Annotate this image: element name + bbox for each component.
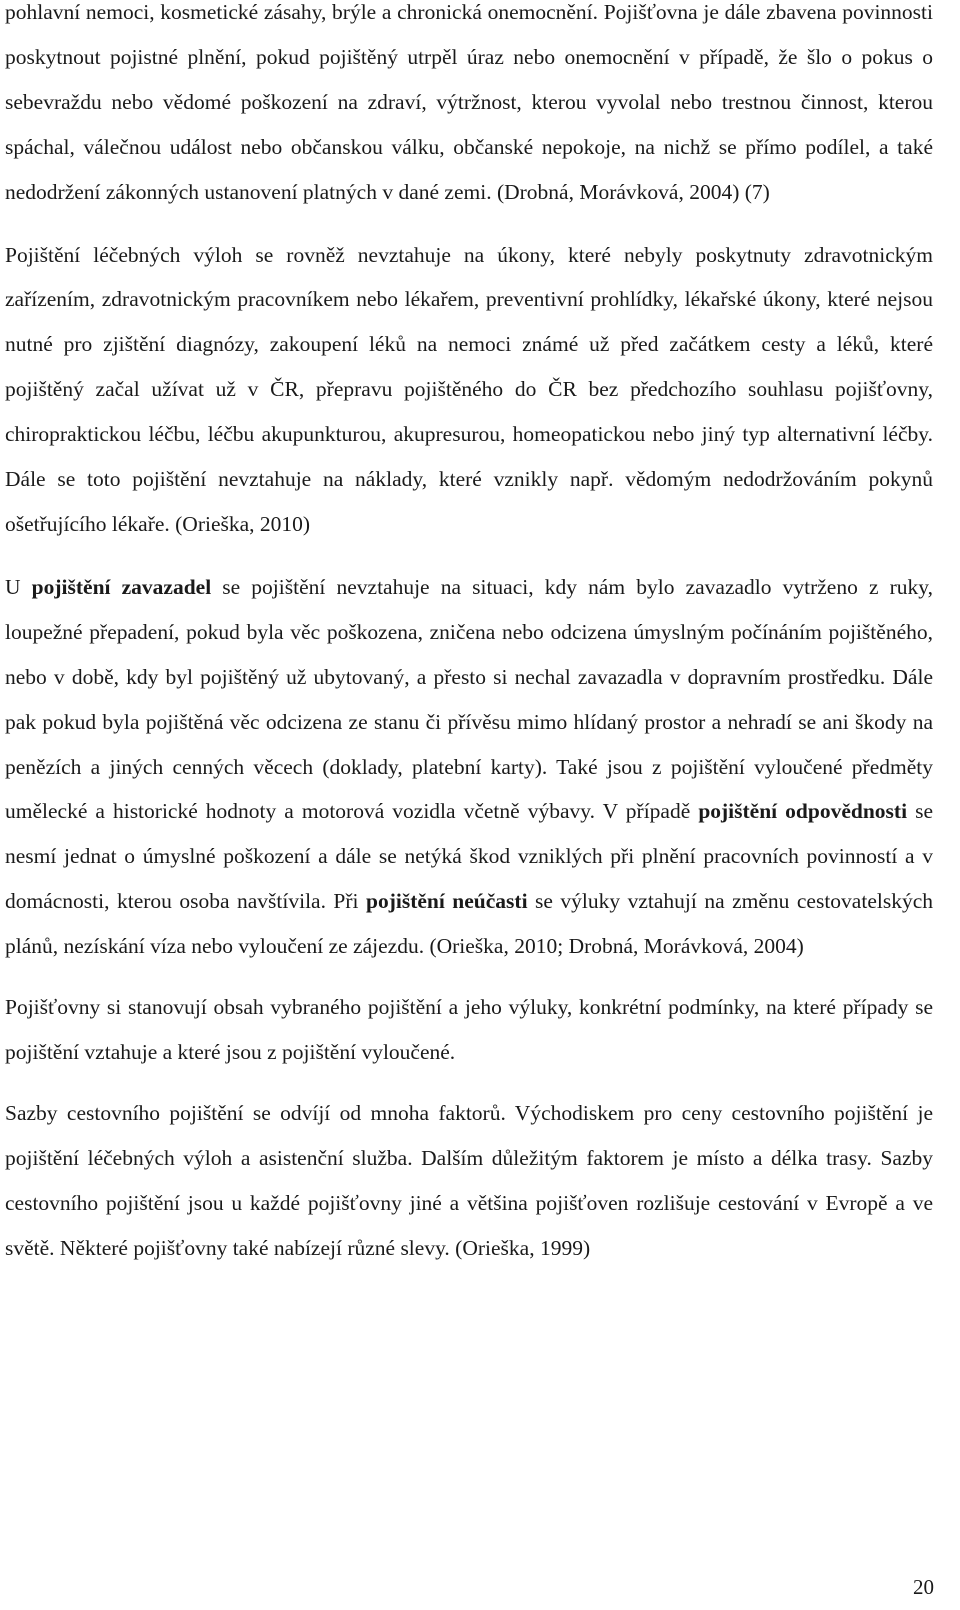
paragraph-insurer-conditions (5, 985, 933, 1075)
paragraph-rates (5, 1091, 933, 1271)
paragraph-text: Sazby cestovního pojištění se odvíjí od mnoha faktorů. Východiskem pro ceny cestovního pojištění je pojištění léčebných výloh a asistenční služba. Dalším důležitým faktorem je místo a délka trasy. Sazby cestovního pojištění jsou u každé pojišťovny jiné a většina pojišťoven rozlišuje cestování v Evropě a ve světě. Některé pojišťovny také nabízejí různé slevy. (Orieška, 1999) (5, 1100, 933, 1260)
paragraph-exclusions-general (5, 0, 933, 215)
page-number: 20 (913, 1575, 934, 1599)
paragraph-text: se nesmí jednat o úmyslné poškození a dále se netýká škod vzniklých při plnění pracovních povinností a v domácnosti, kterou osoba navštívila. Při (5, 799, 934, 914)
paragraph-text: se pojištění nevztahuje na situaci, kdy nám bylo zavazadlo vytrženo z ruky, loupežné přepadení, pokud byla věc poškozena, zničena nebo odcizena úmyslným počínáním pojištěného, nebo v době, kdy byl pojištěný už ubytovaný, a přesto si nechal zavazadla v dopravním prostředku. Dále pak pokud byla pojištěná věc odcizena ze stanu či přívěsu mimo hlídaný prostor a nehradí se ani škody na penězích a jiných cenných věcech (doklady, platební karty). Také jsou z pojištění vyloučené předměty umělecké a historické hodnoty a motorová vozidla včetně výbavy. V případě (5, 574, 933, 824)
bold-term-luggage-insurance: pojištění zavazadel (31, 574, 212, 599)
paragraph-text: pohlavní nemoci, kosmetické zásahy, brýle a chronická onemocnění. Pojišťovna je dále zbavena povinnosti poskytnout pojistné plnění, pokud pojištěný utrpěl úraz nebo onemocnění v případě, že šlo o pokus o sebevraždu nebo vědomé poškození na zdraví, výtržnost, kterou vyvolal nebo trestnou činnost, kterou spáchal, válečnou událost nebo občanskou válku, občanské nepokoje, na nichž se přímo podílel, a také nedodržení zákonných ustanovení platných v dané zemi. (Drobná, Morávková, 2004) (7) (5, 0, 933, 204)
paragraph-text: Pojištění léčebných výloh se rovněž nevztahuje na úkony, které nebyly poskytnuty zdravotnickým zařízením, zdravotnickým pracovníkem nebo lékařem, preventivní prohlídky, lékařské úkony, které nejsou nutné pro zjištění diagnózy, zakoupení léků na nemoci známé už před začátkem cesty a léků, které pojištěný začal užívat už v ČR, přepravu pojištěného do ČR bez předchozího souhlasu pojišťovny, chiropraktickou léčbu, léčbu akupunkturou, akupresurou, homeopatickou nebo jiný typ alternativní léčby. Dále se toto pojištění nevztahuje na náklady, které vznikly např. vědomým nedodržováním pokynů ošetřujícího lékaře. (Orieška, 2010) (5, 242, 933, 536)
paragraph-text: Pojišťovny si stanovují obsah vybraného pojištění a jeho výluky, konkrétní podmínky, na které případy se pojištění vztahuje a které jsou z pojištění vyloučené. (5, 995, 933, 1064)
bold-term-cancellation-insurance: pojištění neúčasti (366, 889, 528, 914)
bold-term-liability-insurance: pojištění odpovědnosti (698, 799, 908, 824)
paragraph-text: se výluky vztahují na změnu cestovatelských plánů, nezískání víza nebo vyloučení ze zájezdu. (Orieška, 2010; Drobná, Morávková, 2004) (5, 889, 933, 959)
paragraph-medical-expenses (5, 233, 933, 547)
document-page (5, 0, 933, 1270)
paragraph-luggage-liability (5, 565, 933, 969)
paragraph-text: U (5, 574, 32, 599)
